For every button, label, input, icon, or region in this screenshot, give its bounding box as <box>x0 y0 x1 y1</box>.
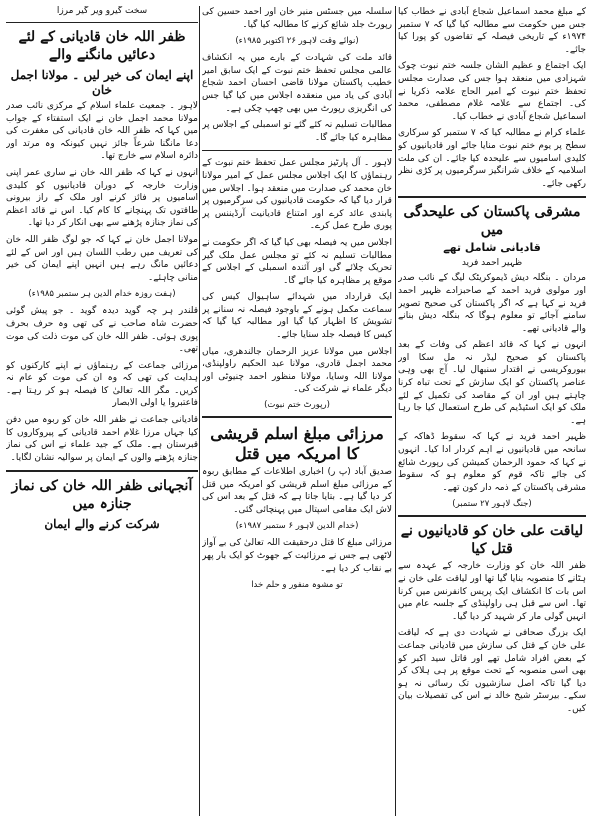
article-paragraph: اجلاس میں یہ فیصلہ بھی کیا گیا کہ اگر حکومت نے مطالبات تسلیم نہ کئے تو مجلس عمل ملک گیر تحریک چلائے گی اور آئندہ اسمبلی کے اجلاس کے موقع پر مظاہرہ کیا جائے گا۔ <box>202 237 392 286</box>
article-paragraph: صدیق آباد (پ ر) اخباری اطلاعات کے مطابق ربوہ کے مرزائی مبلغ اسلم قریشی کو امریکہ میں قتل کر دیا گیا ہے۔ بتایا جاتا ہے کہ قتل کے بعد اس کی لاش ایک مقامی اسپتال میں پہنچائی گئی۔ <box>202 467 392 515</box>
article-paragraph: مردان ۔ بنگلہ دیش ڈیموکریٹک لیگ کے نائب صدر اور مولوی فرید احمد کے صاحبزادے ظہیر احمد فرید نے کہا ہے کہ اگر پاکستان کی صحیح تصویر سامنے آجائے تو معلوم ہوگا کہ بنگلہ دیش بنانے والے قادیانی تھے۔ <box>398 273 586 334</box>
subheadline-funeral: شرکت کرنے والے ایمان <box>44 517 160 532</box>
article-intro: سلسلہ میں جسٹس منیر خان اور احمد حسین کی رپورٹ جلد شائع کرنے کا مطالبہ کیا گیا۔ <box>202 7 392 30</box>
article-paragraph: قادیانی جماعت نے ظفر اللہ خان کو ربوہ میں دفن کیا جہاں مرزا غلام احمد قادیانی کے پیروکاروں کا قبرستان ہے۔ ملک کے جید علماء نے اس کی نماز جنازہ پڑھنے والوں کے ایمان پر سوالیہ نشان لگایا۔ <box>6 415 198 463</box>
article-paragraph: ایک اجتماع و عظیم الشان جلسہ ختم نبوت چوک شہزادی میں منعقد ہوا جس کی صدارت مجلس تحفظ ختم نبوت کے امیر الحاج علامہ ذکریا نے کی۔ اجتماع سے علامہ غلام مصطفی، محمد اسماعیل شجاع آبادی نے خطاب کیا۔ <box>398 61 586 122</box>
source-note: (رپورٹ ختم نبوت) <box>264 400 330 411</box>
divider <box>398 515 586 517</box>
article-paragraph: انہوں نے کہا کہ قائد اعظم کی وفات کے بعد پاکستان کو صحیح لیڈر نہ مل سکا اور بیوروکریسی نے اقتدار سنبھال لیا۔ آج بھی وہی عناصر پاکستان کو ایک سازش کے تحت تباہ کرنا چاہتے ہیں اور ان کے مقاصد کی تکمیل کے لئے ملک کو ایک اسٹیڈیم کی طرح استعمال کیا جا رہا ہے۔ <box>398 340 586 426</box>
headline-east-pakistan: مشرقی پاکستان کی علیحدگی میں <box>403 204 581 238</box>
article-paragraph: ظہیر احمد فرید نے کہا کہ سقوط ڈھاکہ کے سانحہ میں قادیانیوں نے اہم کردار ادا کیا۔ انہوں نے کہا کہ حمود الرحمان کمیشن کی رپورٹ شائع کی جائے تاکہ قوم کو معلوم ہو کہ سقوط مشرقی پاکستان کے ذمہ دار کون تھے۔ <box>398 432 586 493</box>
column-middle <box>202 6 392 816</box>
article-paragraph: مطالبات تسلیم نہ کئے گئے تو اسمبلی کے اجلاس پر مظاہرہ کیا جائے گا۔ <box>202 120 392 143</box>
article-paragraph: قائد ملت کی شہادت کے بارے میں یہ انکشاف عالمی مجلس تحفظ ختم نبوت کے ایک سابق امیر خطیب پاکستان مولانا قاضی احسان احمد شجاع آبادی کی یاد میں منعقدہ اجلاس میں کیا گیا جس کی انگریزی رپورٹ میں بھی چھپ چکی ہے۔ <box>202 53 392 114</box>
article-paragraph: لاہور ۔ جمعیت علماء اسلام کے مرکزی نائب صدر مولانا محمد اجمل خان نے ایک استفتاء کے جواب میں کہا کہ ظفر اللہ خان قادیانی کی مغفرت کی دعا مانگنا شرعاً جائز نہیں کیونکہ وہ مرتد اور دائرہ اسلام سے خارج تھا۔ <box>6 101 198 162</box>
article-paragraph: اجلاس میں مولانا عزیز الرحمان جالندھری، میاں محمد اجمل قادری، مولانا عبد الحکیم راولپنڈی، مولانا اللہ وسایا، مولانا منظور احمد چنیوٹی اور دیگر علماء نے شرکت کی۔ <box>202 346 392 395</box>
headline-funeral: آنجہانی ظفر اللہ خان کی نماز جنازہ میں <box>11 478 193 512</box>
source-note: (جنگ لاہور ۲۷ ستمبر) <box>452 499 532 510</box>
dateline: (خدام الدین لاہور ۶ ستمبر ۱۹۸۷ء) <box>235 521 359 532</box>
article-paragraph: ایک قرارداد میں شہدائے ساہیوال کیس کی سماعت مکمل ہونے کے باوجود فیصلہ نہ سنانے پر تشویش کا اظہار کیا گیا اور مطالبہ کیا گیا کہ کیس کا فیصلہ جلد سنایا جائے۔ <box>202 292 392 341</box>
column-left <box>6 6 198 816</box>
article-paragraph: ایک بزرگ صحافی نے شہادت دی ہے کہ لیاقت علی خان کے قتل کی سازش میں قادیانی جماعت کے بعض افراد شامل تھے اور قاتل سید اکبر کو بھی اسی منصوبہ کے تحت موقع پر ہی ہلاک کر دیا گیا تاکہ اصل سازشیوں تک رسائی نہ ہو سکے۔ بیرسٹر شیخ خالد نے اس کی تفصیلات بیان کیں۔ <box>398 628 586 714</box>
subheadline-east-pakistan: قادیانی شامل تھے <box>443 241 541 255</box>
subheadline-ajmal-khan: اپنے ایمان کی خیر لیں ۔ مولانا اجمل خان <box>10 68 194 97</box>
article-intro: کے مبلغ محمد اسماعیل شجاع آبادی نے خطاب کیا جس میں حکومت سے مطالبہ کیا گیا کہ ۷ ستمبر ۱۹۷۴ء کے تاریخی فیصلہ کے تقاضوں کو پورا کیا جائے۔ <box>398 7 586 55</box>
divider <box>398 196 586 198</box>
article-paragraph: مرزائی مبلغ کا قتل درحقیقت اللہ تعالیٰ کی بے آواز لاٹھی ہے جس نے مرزائیت کے جھوٹ کو ایک بار پھر بے نقاب کر دیا ہے۔ <box>202 538 392 574</box>
divider <box>202 416 392 418</box>
column-right <box>398 6 586 816</box>
article-paragraph: انہوں نے کہا کہ ظفر اللہ خان نے ساری عمر اپنی وزارت خارجہ کے دوران قادیانیوں کو کلیدی اسامیوں پر فائز کرنے اور ملک کے راز بیرونی طاقتوں تک پہنچانے کا کام کیا۔ اس نے قائد اعظم کی نماز جنازہ پڑھنے سے بھی انکار کر دیا تھا۔ <box>6 167 198 229</box>
headline-liaquat: لیاقت علی خان کو قادیانیوں نے قتل کیا <box>400 523 584 557</box>
column-rule <box>395 6 396 816</box>
article-paragraph: لاہور ۔ آل پارٹیز مجلس عمل تحفظ ختم نبوت کے رہنماؤں کا ایک اجلاس مجلس عمل کے امیر مولانا خان محمد کی صدارت میں منعقد ہوا۔ اجلاس میں قرار دیا گیا کہ حکومت قادیانیوں کی سرگرمیوں پر پابندی عائد کرے اور امتناع قادیانیت آرڈیننس پر پوری طرح عمل کرے۔ <box>202 158 392 232</box>
column-rule <box>199 6 200 816</box>
divider <box>202 150 392 151</box>
article-paragraph: قلندر ہر چہ گوید دیدہ گوید ۔ جو پیش گوئی حضرت شاہ صاحب نے کی تھی وہ حرف بحرف پوری ہوئی۔ ظفر اللہ خان کی موت ذلت کی موت تھی۔ <box>6 306 198 355</box>
article-paragraph: مولانا اجمل خان نے کہا کہ جو لوگ ظفر اللہ خان کی تعریف میں رطب اللسان ہیں اور اس کے لئے دعائیں مانگ رہے ہیں انہیں اپنے ایمان کی خیر منانی چاہئے۔ <box>6 234 198 283</box>
dateline: (نوائے وقت لاہور ۲۶ اکتوبر ۱۹۸۵ء) <box>235 36 359 47</box>
headline-aslam-qureshi: مرزائی مبلغ اسلم قریشی کا امریکہ میں قتل <box>210 424 384 464</box>
divider <box>6 22 198 23</box>
divider <box>6 470 198 472</box>
dateline: (ہفت روزہ خدام الدین ہر ستمبر ۱۹۸۵ء) <box>28 289 176 300</box>
article-paragraph: مرزائی جماعت کے رہنماؤں نے اپنے کارکنوں کو ہدایت کی تھی کہ وہ ان کی موت کو عام نہ کریں۔ مگر اللہ تعالیٰ کا فیصلہ ہو کر رہتا ہے۔ فاعتبروا یا اولی الابصار <box>6 360 198 409</box>
article-paragraph: علماء کرام نے مطالبہ کیا کہ ۷ ستمبر کو سرکاری سطح پر یوم ختم نبوت منایا جائے اور قادیانیوں کو کلیدی اسامیوں سے علیحدہ کیا جائے۔ ان کی ملت اسلامیہ کے خلاف شرانگیز سرگرمیوں پر کڑی نظر رکھی جائے۔ <box>398 128 586 189</box>
article-paragraph: ظفر اللہ خان کو وزارت خارجہ کے عہدہ سے ہٹانے کا منصوبہ بنایا گیا تھا اور لیاقت علی خان نے اس بات کا انکشاف ایک پریس کانفرنس میں کرنا تھا۔ اس سے قبل ہی راولپنڈی کے جلسہ عام میں انہیں گولی مار کر شہید کر دیا گیا۔ <box>398 561 586 622</box>
footer-verse: تو مشوہ منفور و حلم خدا <box>251 580 343 591</box>
byline: ظہیر احمد فرید <box>461 258 523 269</box>
headline-zafarullah: ظفر اللہ خان قادیانی کے لئے دعائیں مانگنے والے <box>18 29 186 63</box>
top-verse: سخت گیرو ویر گیر مرزا <box>56 6 148 16</box>
